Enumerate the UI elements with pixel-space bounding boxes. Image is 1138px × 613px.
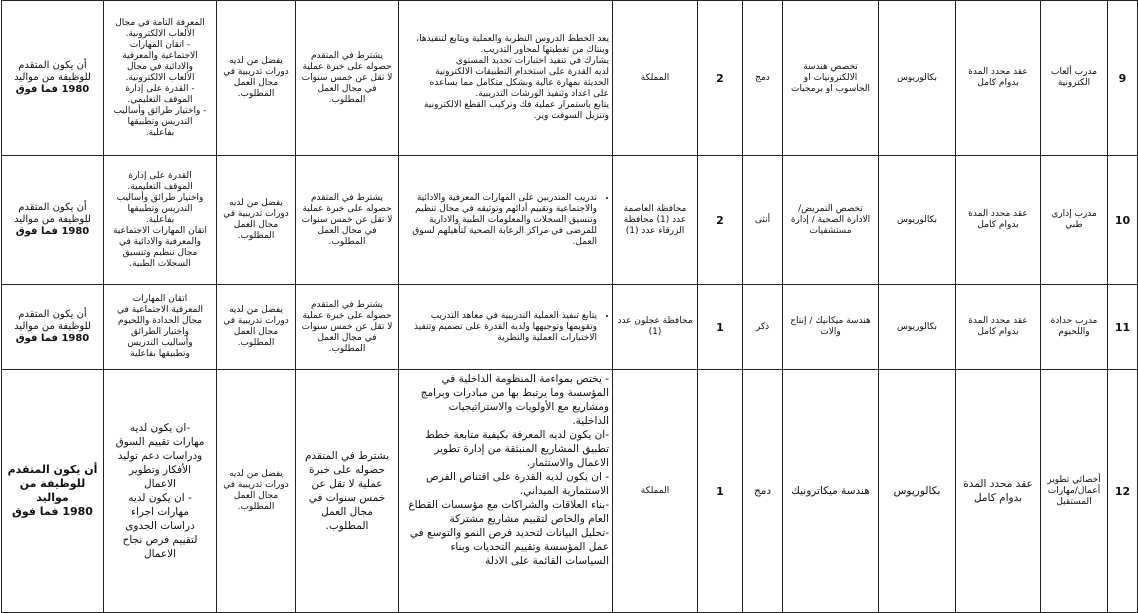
skill-line: الاجتماعية والمعرفية (122, 50, 198, 61)
duty-line: الاستثمارية الميداني. (519, 485, 609, 497)
preferred-qualification: يفضل من لديه دورات تدريبية في مجال العمل المطلوب. (217, 370, 296, 613)
duty-line: تطبيق المشاريع المنبثقة من إدارة تطوير (434, 443, 609, 455)
degree: بكالوريوس (879, 156, 956, 285)
skill-line: واختيار طرائق وأساليب (116, 192, 204, 203)
location: محافظة العاصمة عدد (1) محافظة الزرقاء عدد (1) (613, 156, 698, 285)
skills (104, 370, 217, 613)
gender: دمج (743, 370, 783, 613)
jobs-sheet (1, 0, 1137, 602)
skill-line: المعرفة التامة في مجال (115, 17, 205, 28)
age-requirement (2, 156, 104, 285)
duties (399, 285, 613, 370)
row-number: 9 (1108, 1, 1138, 156)
degree: بكالوريوس (879, 1, 956, 156)
skill-line: وتطبيقها بفاعلية (130, 349, 190, 359)
duty-line: -تحليل البيانات لتحديد فرص النمو والتوسع في (409, 527, 609, 539)
age-requirement (2, 1, 104, 156)
age-year: 1980 فما فوق (15, 84, 90, 95)
major: هندسة ميكاترونيك (783, 370, 879, 613)
age-text: أن يكون المتقدم للوظيفة من مواليد (14, 202, 91, 225)
table-row (2, 1, 1138, 156)
location: المملكة (613, 370, 698, 613)
skill-line: التدريس وتطبيقها (127, 203, 193, 214)
major: هندسة ميكانيك / إنتاج والات (783, 285, 879, 370)
skill-line: -ان يكون لديه (129, 422, 191, 434)
skill-line: التدريس وتطبيقها (127, 116, 193, 127)
duty-line: السياسات القائمة على الادلة (485, 555, 609, 567)
duty-line: الحديثة بمهارة عالية وبشكل متكامل مما يساعده (429, 78, 609, 88)
contract-type: عقد محدد المدة بدوام كامل (956, 1, 1041, 156)
skill-line: - ان يكون لديه (128, 492, 192, 504)
table-row (2, 370, 1138, 613)
duty-line: ومشاريع مع الأولويات والاستراتيجيات (448, 401, 609, 413)
skill-line: الاعمال (143, 478, 177, 490)
duty-line: -ان يكون لديه المعرفة بكيفية متابعة خطط (425, 429, 609, 441)
duty-line: يتابع باستمرار عملية فك وتركيب القطع الالكترونية (424, 100, 609, 110)
skill-line: - القدرة على إدارة (125, 83, 195, 94)
vacancy-count: 1 (698, 370, 743, 613)
skill-line: الموقف التعليمية. (127, 181, 193, 192)
contract-type: عقد محدد المدة بدوام كامل (956, 285, 1041, 370)
duties (399, 156, 613, 285)
skill-line: الأفكار وتطوير (128, 464, 192, 476)
skill-line: السجلات الطبية. (129, 258, 191, 269)
gender: دمج (743, 1, 783, 156)
degree: بكالوريوس (879, 285, 956, 370)
job-title: مدرب إداري طبي (1041, 156, 1108, 285)
preferred-qualification: يفضل من لديه دورات تدريبية في مجال العمل المطلوب. (217, 1, 296, 156)
skill-line: مجال تنظيم وتنسيق (122, 247, 198, 258)
contract-type: عقد محدد المدة بدوام كامل (956, 156, 1041, 285)
experience-requirement: يشترط في المتقدم حصوله على خبرة عملية لا تقل عن خمس سنوات في مجال العمل المطلوب. (296, 285, 399, 370)
contract-type: عقد محدد المدة بدوام كامل (956, 370, 1041, 613)
skill-line: المعرفية الاجتماعية في (117, 305, 203, 315)
duty-line: الاعمال والاستثمار. (526, 457, 609, 469)
skills (104, 1, 217, 156)
age-year: 1980 فما فوق (15, 226, 90, 237)
location: المملكة (613, 1, 698, 156)
age-text: أن يكون المتقدم للوظيفة من مواليد (7, 463, 98, 504)
duty-line: لديه القدرة على استخدام التطبيقات الالكترونية (435, 67, 609, 77)
job-title: أخصائي تطوير أعمال/مهارات المستقبل (1041, 370, 1108, 613)
age-year: 1980 فما فوق (12, 505, 93, 518)
experience-requirement: يشترط في المتقدم حصوله على خبرة عملية لا تقل عن خمس سنوات في مجال العمل المطلوب. (296, 156, 399, 285)
duty-item: • يتابع تنفيذ العملية التدريبية في معاهد التدريب وتقويمها وتوجيهها ولديه القدرة على تصميم وتنفيذ الاختبارات العملية والنظرية (402, 311, 597, 344)
duty-line: -بناء العلاقات والشراكات مع مؤسسات القطاع (408, 499, 609, 511)
table-row (2, 156, 1138, 285)
degree: بكالوريوس (879, 370, 956, 613)
skill-line: الموقف التعليمي. (127, 94, 193, 105)
skill-line: ودراسات دعم توليد (117, 450, 203, 462)
vacancy-count: 1 (698, 285, 743, 370)
duty-line: يشارك في تنفيذ اختبارات تحديد المستوى (455, 56, 609, 66)
major: تخصص هندسة الالكترونيات او الحاسوب او برمجيات (783, 1, 879, 156)
skill-line: - واختيار طرائق وأساليب (113, 105, 207, 116)
age-requirement (2, 285, 104, 370)
jobs-table (1, 0, 1138, 613)
row-number: 11 (1108, 285, 1138, 370)
skill-line: مجال الحدادة واللحيوم (118, 316, 202, 326)
duties-list (402, 193, 609, 248)
table-row (2, 285, 1138, 370)
duty-line: يعد الخطط الدروس النظرية والعملية ويتابع لتنفيذها، (416, 34, 609, 44)
preferred-qualification: يفضل من لديه دورات تدريبية في مجال العمل المطلوب. (217, 285, 296, 370)
duty-line: العام والخاص لتقييم مشاريع مشتركة (449, 513, 609, 525)
skill-line: مهارات تقييم السوق (115, 436, 205, 448)
duty-line: عمل المؤسسة وتقييم التحديات وبناء (450, 541, 609, 553)
duty-item: • تدريب المتدربين على المهارات المعرفية والادائية والاجتماعية وتقييم أدائهم وتوثيقه في مجال تنظيم وتنسيق السجلات والمعلومات الطبية والادارية للمرضى في مراكز الرعاية الصحية لتأهيلهم لسوق العمل. (402, 193, 597, 248)
job-title: مدرب ألعاب الكترونية (1041, 1, 1108, 156)
duty-line: وينتاك من تغطيتها لمحاور التدريب. (480, 45, 609, 55)
duty-line: المؤسسة وما يرتبط بها من مبادرات وبرامج (420, 387, 609, 399)
age-year: 1980 فما فوق (15, 333, 90, 344)
job-title: مدرب حدادة واللحيوم (1041, 285, 1108, 370)
skill-line: الألعاب الالكترونية. (125, 28, 195, 39)
duties-list (402, 311, 609, 344)
skill-line: القدرة على إدارة (128, 170, 192, 181)
skill-line: دراسات الجدوى (125, 520, 195, 532)
duty-line: - ان يكون لديه القدرة على اقتناص الفرص (426, 471, 609, 483)
age-text: أن يكون المتقدم للوظيفة من مواليد (14, 60, 91, 83)
vacancy-count: 2 (698, 156, 743, 285)
gender: ذكر (743, 285, 783, 370)
experience-requirement: يشترط في المتقدم حصوله على خبرة عملية لا تقل عن خمس سنوات في مجال العمل المطلوب. (296, 370, 399, 613)
skill-line: - اتقان المهارات (129, 39, 191, 50)
row-number: 10 (1108, 156, 1138, 285)
gender: أنثى (743, 156, 783, 285)
skill-line: الألعاب الالكترونية. (125, 72, 195, 83)
skill-line: لتقييم فرص نجاح (122, 534, 198, 546)
skill-line: والمعرفية والادائية في (118, 236, 201, 247)
skills (104, 156, 217, 285)
skill-line: اتقان المهارات الاجتماعية (112, 225, 208, 236)
experience-requirement: يشترط في المتقدم حصوله على خبرة عملية لا تقل عن خمس سنوات في مجال العمل المطلوب. (296, 1, 399, 156)
skill-line: والادائية في مجال (127, 61, 193, 72)
skill-line: بفاعلية. (145, 127, 175, 138)
skill-line: وأساليب التدريس (127, 338, 193, 348)
skills (104, 285, 217, 370)
duty-line: على اعداد وتنفيذ الورشات التدريبية. (475, 89, 609, 99)
skill-line: اتقان المهارات (132, 294, 188, 304)
skill-line: واختيار الطرائق (131, 327, 189, 337)
preferred-qualification: يفضل من لديه دورات تدريبية في مجال العمل المطلوب. (217, 156, 296, 285)
location: محافظة عجلون عدد (1) (613, 285, 698, 370)
skill-line: الاعمال (143, 548, 177, 560)
duty-line: الداخلية. (572, 415, 609, 427)
duties (399, 1, 613, 156)
age-text: أن يكون المتقدم للوظيفة من مواليد (14, 309, 91, 332)
duties (399, 370, 613, 613)
row-number: 12 (1108, 370, 1138, 613)
age-requirement (2, 370, 104, 613)
major: تخصص التمريض/ الادارة الصحية / إدارة مستشفيات (783, 156, 879, 285)
skill-line: مهارات اجراء (131, 506, 189, 518)
skill-line: بفاعلية. (145, 214, 175, 225)
duty-line: - يختص بمواءمة المنظومة الداخلية في (441, 373, 609, 385)
vacancy-count: 2 (698, 1, 743, 156)
duty-line: وتنزيل السوفت وير. (533, 111, 609, 121)
